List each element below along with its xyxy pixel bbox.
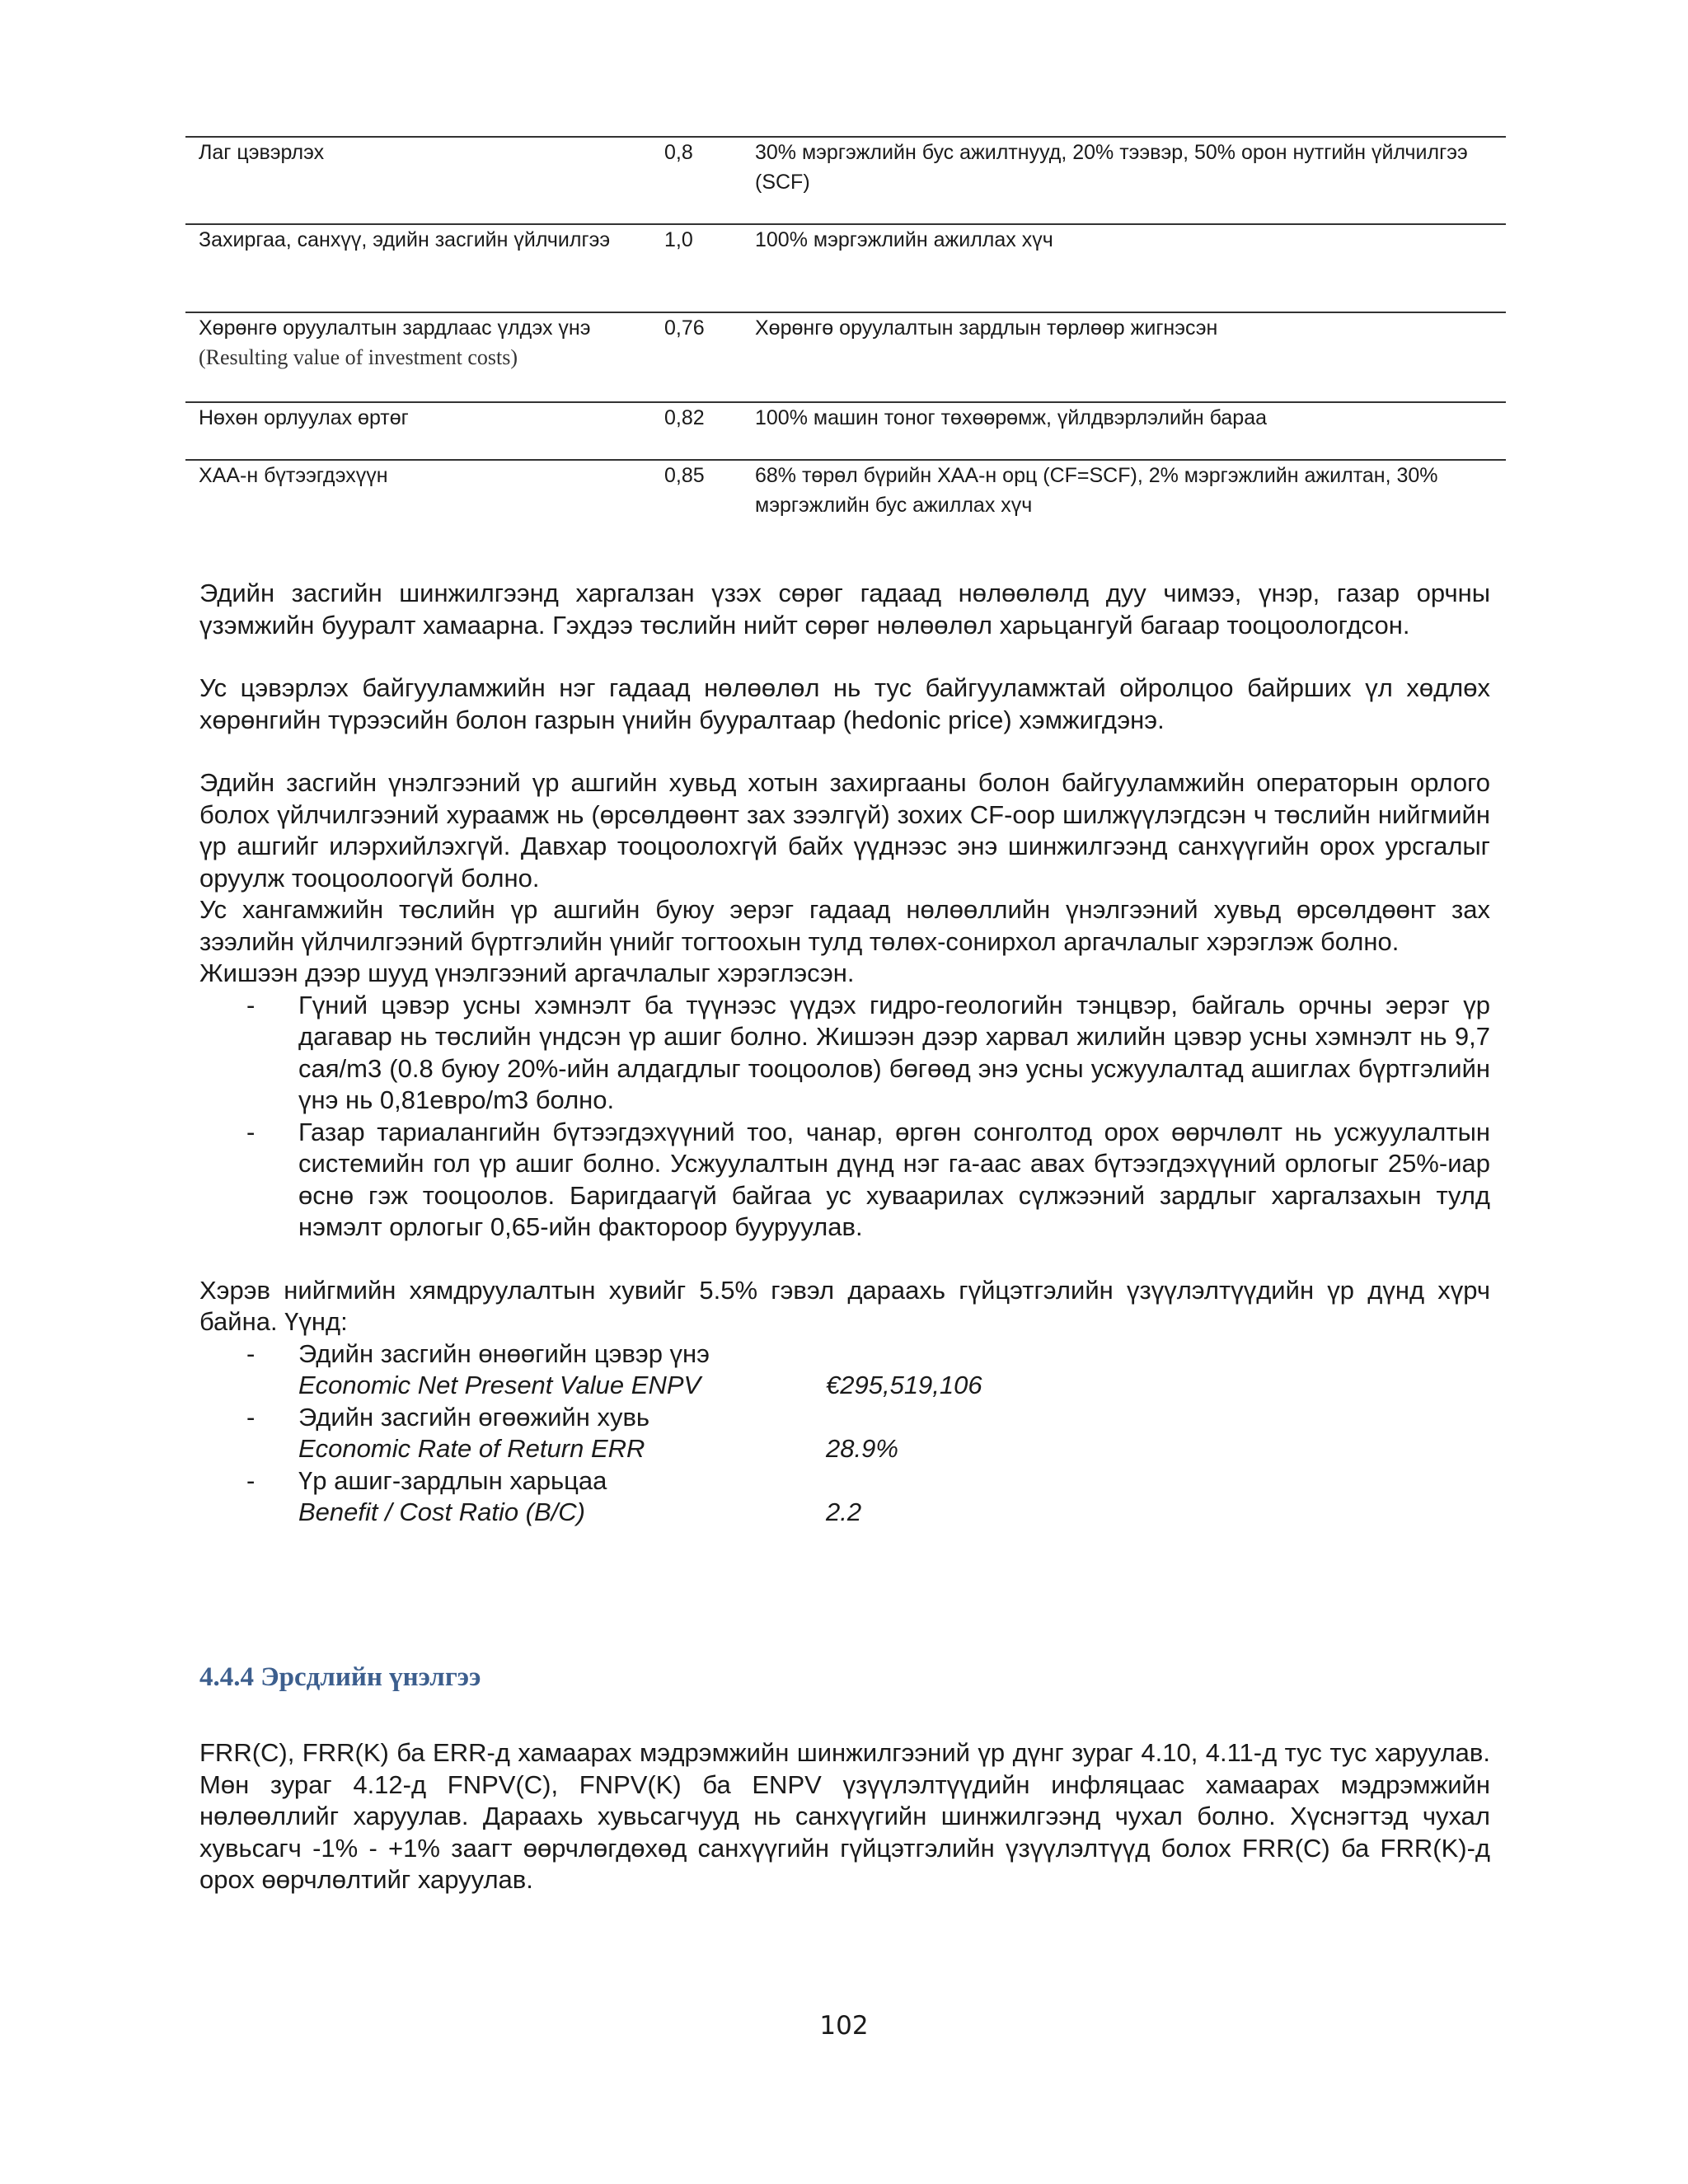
paragraph-hedonic-price: Ус цэвэрлэх байгууламжийн нэг гадаад нөлөөлөл нь тус байгууламжтай ойролцоо байрших үл хөдлөх хөрөнгийн түрээсийн болон газрын үнийн бууралтаар (hedonic price) хэмжигдэнэ. — [199, 673, 1490, 734]
result-label-mn: Эдийн засгийн өнөөгийн цэвэр үнэ — [298, 1338, 710, 1368]
benefit-list — [199, 990, 1490, 1244]
list-item — [199, 1338, 1490, 1402]
row-description: 100% мэргэжлийн ажиллах хүч — [755, 228, 1053, 251]
row-name: Хөрөнгө оруулалтын зардлаас үлдэх үнэ — [199, 316, 591, 340]
result-value: €295,519,106 — [826, 1371, 982, 1399]
body-text — [199, 578, 1490, 1529]
result-value: 2.2 — [826, 1497, 862, 1526]
list-item — [199, 990, 1490, 1117]
table-row — [185, 137, 1506, 224]
result-label-mn: Эдийн засгийн өгөөжийн хувь — [298, 1402, 650, 1432]
row-factor: 0,85 — [664, 464, 705, 487]
list-item — [199, 1465, 1490, 1529]
bullet-dash: - — [246, 1402, 256, 1432]
paragraph-willingness-to-pay: Ус хангамжийн төслийн үр ашгийн буюу эерэг гадаад нөлөөллийн үнэлгээний хувьд өрсөлдөөнт зах зээлийн үйлчилгээний бүртгэлийн үнийг тогтоохын тулд төлөх-сонирхол аргачлалыг хэрэглэж болно. — [199, 895, 1490, 956]
bullet-dash: - — [246, 1465, 256, 1495]
result-label-mn: Үр ашиг-зардлын харьцаа — [298, 1465, 607, 1495]
paragraph-direct-valuation: Жишээн дээр шууд үнэлгээний аргачлалыг хэрэглэсэн. — [199, 958, 855, 987]
paragraph-service-fees: Эдийн засгийн үнэлгээний үр ашгийн хувьд хотын захиргааны болон байгууламжийн операторын орлого болох үйлчилгээний хураамж нь (өрсөлдөөнт зах зээлгүй) зохих CF-оор шилжүүлэгдсэн ч төслийн нийгмийн үр ашгийг илэрхийлэхгүй. Давхар тооцоолохгүй байх үүднээс энэ шинжилгээнд санхүүгийн орох урсгалыг оруулж тооцоолоогүй болно. — [199, 768, 1490, 893]
bullet-dash: - — [246, 990, 256, 1019]
row-name-cell — [185, 312, 651, 402]
results-list — [199, 1338, 1490, 1529]
bullet-dash: - — [246, 1117, 256, 1146]
table-row — [185, 460, 1506, 535]
paragraph-sensitivity: FRR(C), FRR(K) ба ERR-д хамаарах мэдрэмжийн шинжилгээний үр дүнг зураг 4.10, 4.11-д тус тус харуулав. Мөн зураг 4.12-д FNPV(C), FNPV(K) ба ENPV үзүүлэлтүүдийн инфляцаас хамаарах мэдрэмжийн нөлөөллийг харуулав. Дараахь хувьсагчууд нь санхүүгийн шинжилгээнд чухал болно. Хүснэгтэд чухал хувьсагч -1% - +1% заагт өөрчлөгдөхөд санхүүгийн гүйцэтгэлийн үзүүлэлтүүд болох FRR(C) ба FRR(K)-д орох өөрчлөлтийг харуулав. — [199, 1738, 1490, 1894]
conversion-factor-table — [185, 136, 1506, 535]
bullet-dash: - — [246, 1338, 256, 1368]
row-name: Лаг цэвэрлэх — [199, 141, 325, 164]
row-description: 100% машин тоног төхөөрөмж, үйлдвэрлэлийн бараа — [755, 406, 1268, 429]
result-label-en: Benefit / Cost Ratio (B/C) — [298, 1497, 586, 1526]
row-description: 30% мэргэжлийн бус ажилтнууд, 20% тээвэр, 50% орон нутгийн үйлчилгээ (SCF) — [755, 141, 1468, 194]
result-label-en: Economic Rate of Return ERR — [298, 1434, 645, 1463]
list-item-text: Газар тариалангийн бүтээгдэхүүний тоо, чанар, өргөн сонголтод орох өөрчлөлт нь усжуулалтын системийн гол үр ашиг болно. Усжуулалтын дүнд нэг га-аас авах бүтээгдэхүүний орлогыг 25%-иар өснө гэж тооцоолов. Баригдаагүй байгаа ус хуваарилах сүлжээний зардлыг харгалзахын тулд нэмэлт орлогыг 0,65-ийн фактороор бууруулав. — [298, 1117, 1490, 1241]
result-label-en: Economic Net Present Value ENPV — [298, 1371, 701, 1399]
row-description: Хөрөнгө оруулалтын зардлын төрлөөр жигнэсэн — [755, 316, 1218, 340]
row-factor: 1,0 — [664, 228, 693, 251]
section-heading: 4.4.4 Эрсдлийн үнэлгээ — [199, 1662, 481, 1692]
row-name: ХАА-н бүтээгдэхүүн — [199, 464, 388, 487]
row-factor: 0,76 — [664, 316, 705, 340]
row-factor: 0,8 — [664, 141, 693, 164]
list-item — [199, 1402, 1490, 1465]
list-item-text: Гүний цэвэр усны хэмнэлт ба түүнээс үүдэх гидро-геологийн тэнцвэр, байгаль орчны эерэг үр дагавар нь төслийн үндсэн үр ашиг болно. Жишээн дээр харвал жилийн цэвэр усны хэмнэлт нь 9,7 сая/m3 (0.8 буюу 20%-ийн алдагдлыг тооцоолов) бөгөөд энэ усны усжуулалтад ашиглах бүртгэлийн үнэ нь 0,81евро/m3 болно. — [298, 990, 1490, 1114]
page-number: 102 — [819, 2011, 869, 2041]
row-name-english: (Resulting value of investment costs) — [199, 345, 518, 369]
table-row — [185, 224, 1506, 312]
row-description: 68% төрөл бүрийн ХАА-н орц (CF=SCF), 2% мэргэжлийн ажилтан, 30% мэргэжлийн бус ажиллах хүч — [755, 464, 1438, 517]
row-name: Захиргаа, санхүү, эдийн засгийн үйлчилгээ — [199, 228, 611, 251]
paragraph-externalities: Эдийн засгийн шинжилгээнд харгалзан үзэх сөрөг гадаад нөлөөлөлд дуу чимээ, үнэр, газар орчны үзэмжийн бууралт хамаарна. Гэхдээ төслийн нийт сөрөг нөлөөлөл харьцангуй багаар тооцоологдсон. — [199, 579, 1490, 640]
result-value: 28.9% — [826, 1434, 898, 1463]
body-text-sensitivity — [199, 1737, 1490, 1896]
table-row — [185, 402, 1506, 460]
paragraph-discount-rate: Хэрэв нийгмийн хямдруулалтын хувийг 5.5% гэвэл дараахь гүйцэтгэлийн үзүүлэлтүүдийн үр дүнд хүрч байна. Үүнд: — [199, 1275, 1490, 1336]
row-factor: 0,82 — [664, 406, 705, 429]
row-name: Нөхөн орлуулах өртөг — [199, 406, 409, 429]
list-item — [199, 1117, 1490, 1244]
table-row — [185, 312, 1506, 402]
